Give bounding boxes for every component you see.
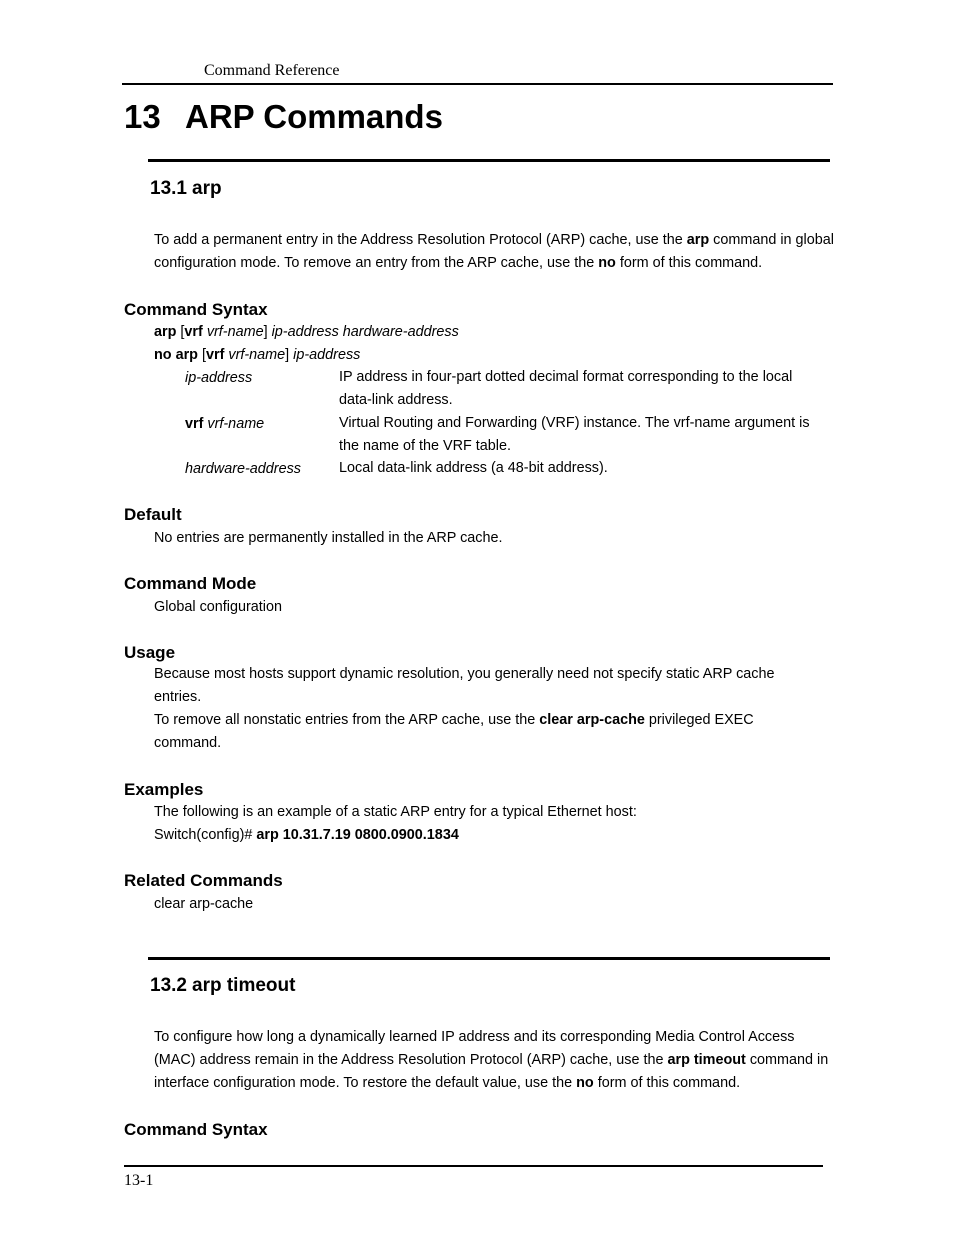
section-number: 13.2 <box>150 975 187 996</box>
section-rule <box>148 957 830 960</box>
no-keyword: no <box>576 1075 594 1091</box>
examples-heading: Examples <box>124 780 204 799</box>
example-command: Switch(config)# arp 10.31.7.19 0800.0900.1834 <box>154 827 459 843</box>
command-syntax-heading: Command Syntax <box>124 1120 268 1139</box>
no-keyword: no <box>598 255 616 271</box>
param-name: vrf vrf-name <box>185 416 265 432</box>
section-number: 13.1 <box>150 178 187 199</box>
section-rule <box>148 159 830 162</box>
running-header: Command Reference <box>204 62 340 79</box>
usage-heading: Usage <box>124 643 176 662</box>
param-name: ip-address <box>185 370 253 386</box>
footer-rule <box>124 1165 823 1167</box>
header-rule <box>122 83 833 85</box>
syntax-line: arp [vrf vrf-name] ip-address hardware-address <box>154 324 459 340</box>
default-text: No entries are permanently installed in the ARP cache. <box>154 530 503 546</box>
related-commands-heading: Related Commands <box>124 871 283 890</box>
related-command-item: clear arp-cache <box>154 896 254 912</box>
command-keyword: arp <box>686 232 710 248</box>
section-title-text: arp timeout <box>192 975 296 996</box>
clear-arp-cache-keyword: clear arp-cache <box>539 712 645 728</box>
chapter-title-text: ARP Commands <box>185 98 443 135</box>
example-description: The following is an example of a static ARP entry for a typical Ethernet host: <box>154 804 637 820</box>
chapter-number: 13 <box>124 98 161 135</box>
command-syntax-heading: Command Syntax <box>124 300 268 319</box>
section-title <box>150 178 222 200</box>
param-description: Local data-link address (a 48-bit address). <box>339 460 608 476</box>
syntax-line-no-form: no arp [vrf vrf-name] ip-address <box>154 347 361 363</box>
section-intro: To add a permanent entry in the Address Resolution Protocol (ARP) cache, use the arp command in global configuration mode. To remove an entry from the ARP cache, use the no form of this command. <box>154 232 834 271</box>
page-number: 13-1 <box>124 1172 154 1189</box>
section-title <box>150 975 295 997</box>
command-mode-heading: Command Mode <box>124 574 257 593</box>
param-description: IP address in four-part dotted decimal format corresponding to the local data-link address. <box>339 369 793 408</box>
param-description: Virtual Routing and Forwarding (VRF) instance. The vrf-name argument is the name of the VRF table. <box>339 415 810 454</box>
chapter-title <box>124 98 443 136</box>
section-intro: To configure how long a dynamically learned IP address and its corresponding Media Control Access (MAC) address remain in the Address Resolution Protocol (ARP) cache, use the arp timeout command in interface configuration mode. To restore the default value, use the no form of this command. <box>154 1029 829 1091</box>
section-title-text: arp <box>192 178 222 199</box>
command-keyword: arp timeout <box>667 1052 746 1068</box>
param-name: hardware-address <box>185 461 301 477</box>
command-mode-text: Global configuration <box>154 599 282 615</box>
default-heading: Default <box>124 505 182 524</box>
usage-paragraph: To remove all nonstatic entries from the ARP cache, use the clear arp-cache privileged EXEC command. <box>154 712 754 751</box>
usage-paragraph: Because most hosts support dynamic resolution, you generally need not specify static ARP cache entries. <box>154 666 775 705</box>
